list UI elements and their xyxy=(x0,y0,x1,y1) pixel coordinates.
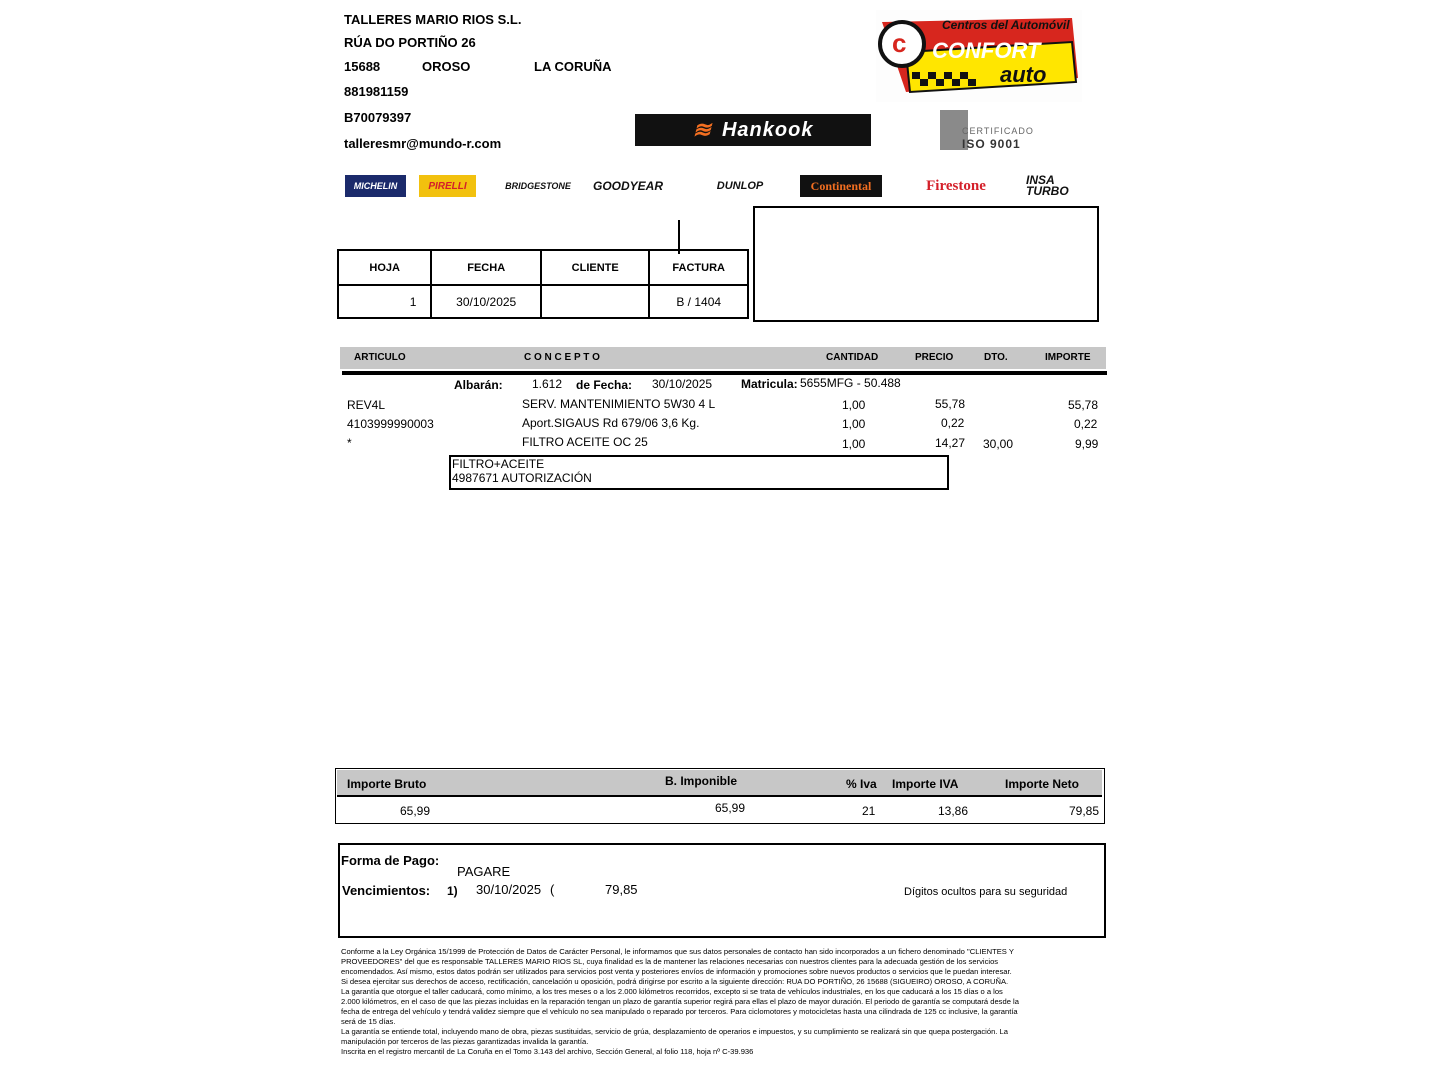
label-factura: FACTURA xyxy=(649,250,748,285)
albaran-date: 30/10/2025 xyxy=(652,377,713,391)
albaran-number: 1.612 xyxy=(532,377,563,391)
col-importe: IMPORTE xyxy=(1045,352,1091,363)
company-postal-code: 15688 xyxy=(344,59,381,74)
item-cantidad: 1,00 xyxy=(842,437,866,451)
due-fragment: ( xyxy=(550,882,555,897)
due-amount: 79,85 xyxy=(605,882,638,897)
invoice-header-values xyxy=(338,285,748,318)
firestone-logo: Firestone xyxy=(926,177,986,194)
note-line-1: FILTRO+ACEITE xyxy=(452,457,545,471)
item-importe: 9,99 xyxy=(1075,437,1099,451)
pirelli-logo: PIRELLI xyxy=(419,175,476,197)
hidden-digits-note: Dígitos ocultos para su seguridad xyxy=(904,886,1068,898)
label-hoja: HOJA xyxy=(338,250,431,285)
item-precio: 14,27 xyxy=(935,436,966,450)
albaran-date-label: de Fecha: xyxy=(576,378,633,392)
iso-line2: ISO 9001 xyxy=(962,137,1021,151)
confort-sub-text: auto xyxy=(1000,62,1047,87)
label-cliente: CLIENTE xyxy=(541,250,649,285)
legal-paragraph-2: Si desea ejercitar sus derechos de acceso, rectificación, cancelación u oposición, podrá dirigirse por escrito a la siguiente dirección: RUA DO PORTIÑO, 26 15688 (SIGUEIRO) OROSO, A CORUÑA. xyxy=(341,977,1009,986)
totals-header xyxy=(337,770,1102,797)
item-note-box xyxy=(449,455,949,490)
payment-method-label: Forma de Pago: xyxy=(341,853,440,868)
total-label-iva: Importe IVA xyxy=(892,777,959,791)
company-address: RÚA DO PORTIÑO 26 xyxy=(344,35,476,50)
plate-label: Matricula: xyxy=(741,377,798,391)
item-articulo: REV4L xyxy=(347,398,386,412)
legal-paragraph-1: Conforme a la Ley Orgánica 15/1999 de Protección de Datos de Carácter Personal, le informamos que sus datos personales de contacto han sido incorporados a un fichero denominado "CLIENTES Y PROVEEDORES" del que es responsable TALLERES MARIO RIOS SL, cuya finalidad es la de mantener las relaciones necesarias con nuestros clientes para la adecuada gestión de los servicios encomendados. Así mismo, estos datos podrán ser utilizados para servicios post venta y posteriores envíos de información y promociones sobre nuevos productos o servicios que le puedan interesar. xyxy=(341,947,1014,976)
total-label-bruto: Importe Bruto xyxy=(347,777,427,791)
confort-auto-logo xyxy=(872,8,1086,104)
col-cantidad: CANTIDAD xyxy=(826,352,879,363)
total-iva: 13,86 xyxy=(938,804,969,818)
total-imponible: 65,99 xyxy=(715,801,746,815)
legal-paragraph-5: Inscrita en el registro mercantil de La Coruña en el Tomo 3.143 del archivo, Sección General, al folio 118, hoja nº C-39.936 xyxy=(341,1047,754,1056)
total-neto: 79,85 xyxy=(1069,804,1100,818)
confort-top-text: Centros del Automóvil xyxy=(942,18,1070,32)
col-concepto: C O N C E P T O xyxy=(524,352,600,363)
michelin-logo: MICHELIN xyxy=(345,175,406,197)
continental-logo: Continental xyxy=(800,175,882,197)
value-fecha: 30/10/2025 xyxy=(431,285,541,318)
item-dto: 30,00 xyxy=(983,437,1014,451)
confort-badge-letter: c xyxy=(892,28,907,58)
hankook-logo xyxy=(635,114,871,146)
col-articulo: ARTICULO xyxy=(354,352,406,363)
company-province: LA CORUÑA xyxy=(534,59,612,74)
item-articulo: * xyxy=(347,436,352,450)
note-line-2: 4987671 AUTORIZACIÓN xyxy=(452,471,592,485)
due-index: 1) xyxy=(447,884,458,898)
albaran-label: Albarán: xyxy=(454,378,503,392)
total-label-imponible: B. Imponible xyxy=(665,774,737,788)
dunlop-logo: DUNLOP xyxy=(716,180,764,192)
item-concepto: FILTRO ACEITE OC 25 xyxy=(522,435,648,449)
items-header-rule xyxy=(342,371,1107,375)
total-label-iva-pct: % Iva xyxy=(846,777,877,791)
item-importe: 55,78 xyxy=(1068,398,1099,412)
col-precio: PRECIO xyxy=(915,352,954,363)
customer-address-box xyxy=(753,206,1099,322)
company-tax-id: B70079397 xyxy=(344,110,412,125)
invoice-header-labels xyxy=(338,250,748,285)
confort-main-text: CONFORT xyxy=(932,38,1041,63)
hankook-text: Hankook xyxy=(721,118,814,141)
item-cantidad: 1,00 xyxy=(842,398,866,412)
invoice-header-table xyxy=(337,249,749,319)
items-header xyxy=(340,347,1106,369)
company-name: TALLERES MARIO RIOS S.L. xyxy=(344,12,522,27)
plate-value: 5655MFG - 50.488 xyxy=(800,376,901,390)
item-precio: 55,78 xyxy=(935,397,966,411)
total-bruto: 65,99 xyxy=(400,804,431,818)
value-cliente xyxy=(541,285,649,318)
company-town: OROSO xyxy=(422,59,471,74)
legal-notice xyxy=(341,947,1021,1057)
item-precio: 0,22 xyxy=(941,416,965,430)
value-hoja: 1 xyxy=(338,285,431,318)
due-date: 30/10/2025 xyxy=(476,882,542,897)
value-factura: B / 1404 xyxy=(649,285,748,318)
label-fecha: FECHA xyxy=(431,250,541,285)
due-dates-label: Vencimientos: xyxy=(342,883,431,898)
total-label-neto: Importe Neto xyxy=(1005,777,1080,791)
hankook-swoosh-icon: ≋ xyxy=(692,117,712,142)
bridgestone-logo: BRIDGESTONE xyxy=(505,181,571,191)
col-dto: DTO. xyxy=(984,352,1008,363)
item-articulo: 4103999990003 xyxy=(347,417,434,431)
iso-9001-badge xyxy=(936,106,1040,162)
legal-paragraph-3: La garantía que otorgue el taller caducará, como mínimo, a los tres meses o a los 2.000 kilómetros recorridos, excepto si se trata de vehículos industriales, en los que caducará a los 15 días o a los 2.000 kilómetros, en el caso de que las piezas incluidas en la reparación tengan un plazo de garantía superior regirá para ellas el plazo de mayor duración. El periodo de garantía se computará desde la fecha de entrega del vehículo y tendrá validez siempre que el vehículo no sea manipulado o reparado por terceros. Para ciclomotores y motocicletas hasta una cilindrada de 125 cc inclusive, la garantía será de 15 días. xyxy=(341,987,1019,1026)
item-cantidad: 1,00 xyxy=(842,417,866,431)
goodyear-logo: GOODYEAR xyxy=(592,179,663,193)
payment-method: PAGARE xyxy=(457,864,511,879)
insa-turbo-logo: INSA TURBO xyxy=(1026,173,1069,198)
item-concepto: SERV. MANTENIMIENTO 5W30 4 L xyxy=(522,397,716,411)
company-email: talleresmr@mundo-r.com xyxy=(344,136,502,151)
legal-paragraph-4: La garantía se entiende total, incluyendo mano de obra, piezas sustituidas, servicio de grúa, desplazamiento de operarios e impuestos, y su cumplimiento se realizará sin que quepa postergación. La manipulación por terceros de las piezas garantizadas invalida la garantía. xyxy=(341,1027,1008,1046)
iso-line1: CERTIFICADO xyxy=(962,126,1034,136)
item-importe: 0,22 xyxy=(1074,417,1098,431)
total-iva-pct: 21 xyxy=(862,804,876,818)
item-concepto: Aport.SIGAUS Rd 679/06 3,6 Kg. xyxy=(522,416,700,430)
company-phone: 881981159 xyxy=(344,84,409,99)
